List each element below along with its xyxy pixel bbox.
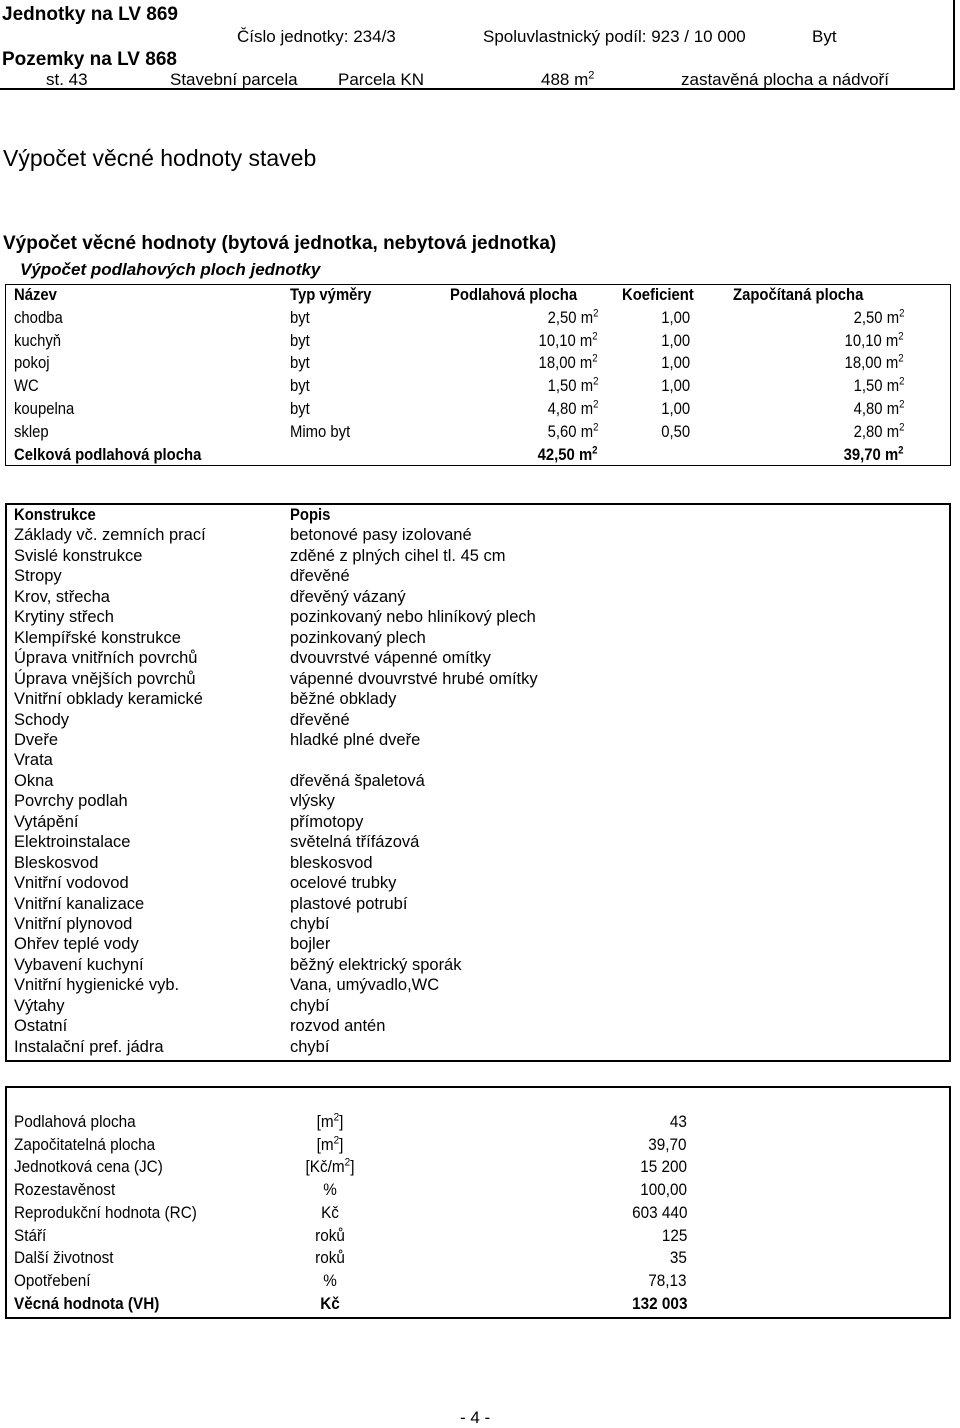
construction-description: bleskosvod [290, 853, 373, 872]
construction-description: běžné obklady [290, 690, 397, 709]
construction-description: světelná třífázová [290, 833, 420, 852]
summary-label: Další životnost [14, 1248, 114, 1268]
construction-item: Ohřev teplé vody [14, 935, 139, 954]
measure-type: byt [290, 331, 310, 350]
floor-area: 4,80 $m^2$ [547, 398, 598, 418]
summary-unit: $[m^2]$ [316, 1111, 344, 1131]
column-header: Započítaná plocha [733, 286, 864, 304]
construction-description: plastové potrubí [290, 894, 408, 913]
summary-unit: % [323, 1270, 337, 1290]
column-header: Koeficient [622, 286, 694, 304]
unit-type: Byt [812, 27, 837, 46]
construction-item: Úprava vnějších povrchů [14, 669, 196, 688]
page-title: Výpočet věcné hodnoty staveb [3, 145, 317, 171]
parcel-registry: Parcela KN [338, 70, 424, 89]
construction-description: betonové pasy izolované [290, 526, 472, 545]
floor-area-table [5, 284, 951, 466]
construction-description: dřevěné [290, 567, 350, 586]
coefficient: 0,50 [661, 422, 690, 441]
room-name: sklep [14, 422, 49, 441]
summary-value: 35 [669, 1248, 687, 1268]
construction-item: Výtahy [14, 996, 65, 1015]
construction-item: Vnitřní obklady keramické [14, 690, 203, 709]
construction-description: chybí [290, 1037, 330, 1056]
construction-item: Svislé konstrukce [14, 546, 143, 565]
counted-area: 2,80 $m^2$ [853, 421, 904, 441]
page-number: - 4 - [460, 1408, 491, 1427]
total-label: Celková podlahová plocha [14, 445, 202, 464]
construction-item: Elektroinstalace [14, 833, 131, 852]
counted-area: 1,50 $m^2$ [853, 375, 904, 396]
construction-item: Schody [14, 710, 70, 729]
total-counted-area: 39,70 $m^2$ [844, 444, 904, 464]
construction-item: Vnitřní plynovod [14, 915, 133, 933]
measure-type: byt [290, 354, 310, 373]
summary-unit: % [323, 1180, 337, 1200]
measure-type: Mimo byt [290, 422, 351, 441]
land-lv: Pozemky na LV 868 [2, 49, 177, 70]
construction-description: přímotopy [290, 812, 364, 831]
summary-unit: $[m^2]$ [316, 1134, 344, 1154]
construction-item: Bleskosvod [14, 853, 99, 872]
total-underline [449, 465, 733, 466]
construction-description: bojler [290, 935, 331, 954]
summary-unit: Kč [321, 1202, 339, 1222]
room-name: kuchyň [14, 331, 62, 350]
construction-description: dřevěné [290, 710, 350, 729]
parcel-area: 488 $m^2$ [541, 69, 595, 89]
unit-number: Číslo jednotky: 234/3 [237, 27, 396, 46]
construction-item: Krytiny střech [14, 608, 114, 627]
construction-description: dřevěný vázaný [290, 587, 406, 606]
construction-description: pozinkovaný nebo hliníkový plech [290, 608, 536, 627]
counted-area: 2,50 $m^2$ [853, 307, 904, 327]
construction-item: Vybavení kuchyní [14, 955, 144, 974]
summary-label: Započitatelná plocha [14, 1134, 156, 1154]
summary-value: 78,13 [648, 1270, 687, 1290]
measure-type: byt [290, 308, 310, 327]
summary-value: 125 [661, 1225, 687, 1245]
summary-value: 100,00 [640, 1180, 687, 1200]
construction-item: Okna [14, 771, 54, 790]
construction-item: Vnitřní vodovod [14, 874, 129, 893]
construction-item: Povrchy podlah [14, 792, 128, 811]
column-header: Typ výměry [290, 286, 372, 304]
coefficient: 1,00 [661, 331, 690, 350]
construction-item: Stropy [14, 567, 62, 586]
measure-type: byt [290, 400, 310, 418]
summary-label: Jednotková cena (JC) [14, 1157, 163, 1177]
coefficient: 1,00 [661, 400, 690, 418]
floor-area: 5,60 $m^2$ [547, 421, 598, 441]
construction-description: běžný elektrický sporák [290, 955, 462, 974]
summary-value: 603 440 [631, 1202, 687, 1222]
construction-description: chybí [290, 996, 330, 1015]
construction-item: Vrata [14, 751, 53, 770]
construction-description: dřevěná špaletová [290, 771, 425, 790]
construction-description: vlýsky [290, 792, 335, 811]
room-name: koupelna [14, 400, 75, 418]
summary-label: Reprodukční hodnota (RC) [14, 1202, 197, 1222]
construction-description: pozinkovaný plech [290, 628, 426, 647]
summary-label: Opotřebení [14, 1270, 91, 1290]
section-title: Výpočet věcné hodnoty (bytová jednotka, nebytová jednotka) [3, 233, 557, 254]
construction-item: Vnitřní kanalizace [14, 894, 145, 913]
summary-unit: roků [315, 1248, 345, 1268]
summary-total-value: 132 003 [631, 1293, 687, 1313]
counted-area: 10,10 $m^2$ [844, 330, 904, 350]
coefficient: 1,00 [661, 308, 690, 327]
summary-unit: roků [315, 1225, 345, 1245]
summary-label: Stáří [14, 1225, 47, 1245]
construction-description: hladké plné dveře [290, 730, 421, 749]
total-floor-area: 42,50 $m^2$ [538, 444, 598, 464]
construction-item: Dveře [14, 730, 59, 749]
summary-value: 15 200 [640, 1157, 687, 1177]
room-name: pokoj [14, 354, 50, 373]
floor-area: 2,50 $m^2$ [547, 307, 598, 327]
parcel-use: zastavěná plocha a nádvoří [681, 70, 889, 89]
floor-area: 18,00 $m^2$ [538, 352, 598, 373]
construction-item: Krov, střecha [14, 587, 110, 606]
units-lv: Jednotky na LV 869 [2, 4, 178, 25]
column-header: Podlahová plocha [450, 286, 578, 304]
construction-description: dvouvrstvé vápenné omítky [290, 649, 491, 668]
floor-area: 10,10 $m^2$ [538, 330, 598, 350]
construction-item: Instalační pref. jádra [14, 1037, 164, 1056]
measure-type: byt [290, 377, 310, 396]
construction-item: Klempířské konstrukce [14, 628, 181, 647]
room-name: chodba [14, 308, 63, 327]
parcel-kind: Stavební parcela [170, 70, 298, 89]
construction-item: Vytápění [14, 812, 79, 831]
construction-description: chybí [290, 915, 330, 933]
construction-header: Konstrukce [14, 506, 96, 524]
summary-unit: $[Kč/m^2]$ [305, 1156, 355, 1177]
counted-area: 18,00 $m^2$ [844, 352, 904, 373]
summary-label: Rozestavěnost [14, 1180, 116, 1200]
summary-value: 39,70 [648, 1134, 687, 1154]
parcel-id: st. 43 [46, 70, 88, 89]
ownership-share: Spoluvlastnický podíl: 923 / 10 000 [483, 27, 746, 46]
summary-label: Podlahová plocha [14, 1112, 136, 1131]
construction-description: Vana, umývadlo,WC [290, 976, 440, 995]
room-name: WC [14, 377, 39, 396]
summary-total-label: Věcná hodnota (VH) [14, 1293, 160, 1313]
construction-item: Základy vč. zemních prací [14, 526, 206, 545]
construction-description: zděné z plných cihel tl. 45 cm [290, 546, 506, 565]
description-header: Popis [290, 506, 331, 524]
coefficient: 1,00 [661, 377, 690, 396]
construction-item: Ostatní [14, 1017, 68, 1036]
summary-total-unit: Kč [320, 1293, 340, 1313]
coefficient: 1,00 [661, 354, 690, 373]
construction-description: vápenné dvouvrstvé hrubé omítky [290, 669, 538, 688]
construction-item: Vnitřní hygienické vyb. [14, 976, 180, 995]
construction-description: rozvod antén [290, 1017, 386, 1036]
column-header: Název [14, 286, 57, 304]
construction-item: Úprava vnitřních povrchů [14, 649, 198, 668]
floor-area: 1,50 $m^2$ [547, 375, 598, 396]
construction-description: ocelové trubky [290, 874, 397, 893]
counted-area: 4,80 $m^2$ [853, 398, 904, 418]
summary-value: 43 [669, 1112, 687, 1131]
subsection-title: Výpočet podlahových ploch jednotky [20, 260, 321, 279]
